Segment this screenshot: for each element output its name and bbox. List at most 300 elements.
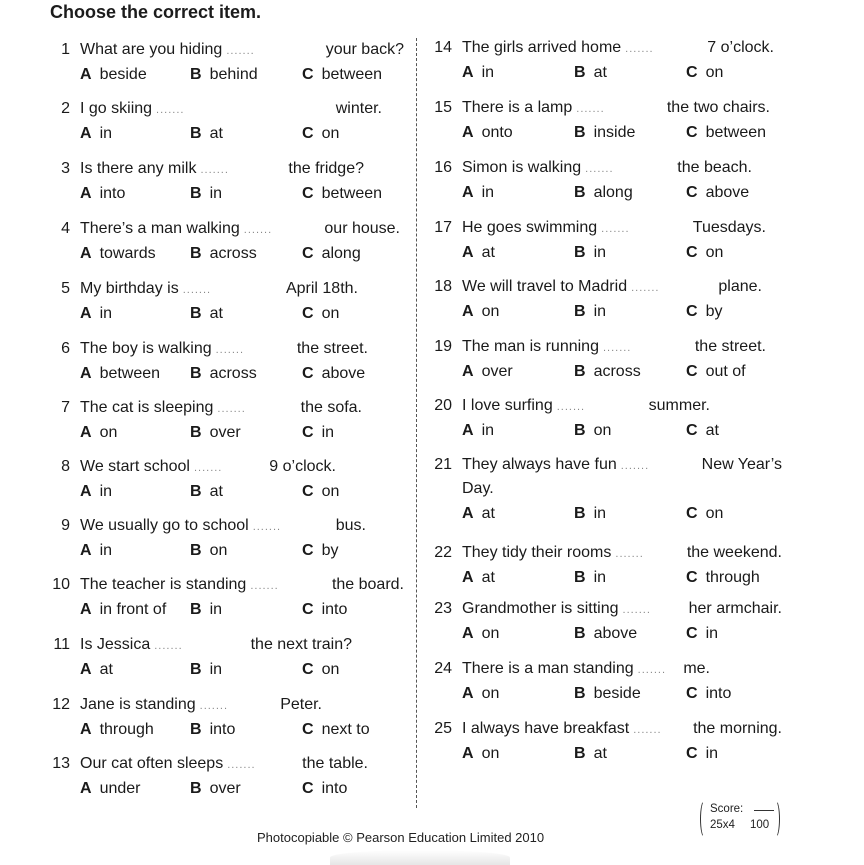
answer-option[interactable] bbox=[462, 60, 494, 86]
answer-blank[interactable]: ....... bbox=[585, 163, 614, 175]
answer-option[interactable] bbox=[302, 301, 339, 327]
answer-option[interactable] bbox=[686, 359, 746, 385]
answer-blank[interactable]: ....... bbox=[243, 224, 273, 236]
option-letter: B bbox=[190, 305, 202, 322]
question-line bbox=[48, 337, 408, 361]
answer-option[interactable] bbox=[462, 621, 499, 647]
option-text: along bbox=[321, 245, 361, 262]
option-text: at bbox=[593, 64, 607, 81]
answer-blank[interactable]: ....... bbox=[200, 164, 229, 176]
answer-option[interactable] bbox=[462, 741, 499, 767]
question-text-after: 7 o’clock. bbox=[707, 39, 774, 56]
question-line bbox=[430, 335, 790, 359]
question-item bbox=[48, 38, 408, 88]
question-stem bbox=[462, 657, 670, 682]
question-text-after: the street. bbox=[694, 338, 766, 355]
option-letter: A bbox=[80, 365, 92, 382]
option-row bbox=[430, 180, 790, 206]
question-number: 6 bbox=[61, 340, 70, 357]
option-text: next to bbox=[321, 721, 370, 738]
question-text: I go skiing bbox=[80, 100, 153, 117]
answer-option[interactable] bbox=[190, 62, 258, 88]
option-text: in bbox=[99, 483, 113, 500]
answer-blank[interactable]: ....... bbox=[633, 724, 662, 736]
answer-option[interactable] bbox=[462, 681, 499, 707]
option-text: in bbox=[209, 601, 223, 618]
question-item bbox=[430, 335, 790, 385]
answer-blank[interactable]: ....... bbox=[227, 759, 256, 771]
option-text: by bbox=[321, 542, 339, 559]
answer-blank[interactable]: ....... bbox=[226, 45, 255, 57]
answer-option[interactable] bbox=[574, 741, 607, 767]
option-letter: C bbox=[686, 505, 698, 522]
option-letter: C bbox=[686, 363, 698, 380]
question-item bbox=[430, 597, 790, 647]
answer-option[interactable] bbox=[80, 241, 156, 267]
option-letter: C bbox=[686, 184, 698, 201]
answer-option[interactable] bbox=[190, 241, 257, 267]
option-text: at bbox=[209, 305, 223, 322]
question-text: What are you hiding bbox=[80, 41, 223, 58]
option-letter: B bbox=[574, 363, 586, 380]
question-text-after: our house. bbox=[324, 220, 400, 237]
option-letter: A bbox=[462, 363, 474, 380]
answer-option[interactable] bbox=[574, 240, 606, 266]
question-stem bbox=[462, 453, 653, 478]
option-letter: C bbox=[302, 424, 314, 441]
question-text: Our cat often sleeps bbox=[80, 755, 224, 772]
answer-option[interactable] bbox=[574, 299, 606, 325]
question-stem bbox=[80, 157, 233, 182]
answer-option[interactable] bbox=[190, 301, 223, 327]
answer-option[interactable] bbox=[80, 420, 117, 446]
question-text-after: the fridge? bbox=[288, 160, 364, 177]
answer-option[interactable] bbox=[302, 62, 382, 88]
answer-option[interactable] bbox=[462, 180, 494, 206]
answer-option[interactable] bbox=[462, 501, 495, 527]
question-text-after: the street. bbox=[296, 340, 368, 357]
question-number: 18 bbox=[434, 278, 452, 295]
option-text: on bbox=[99, 424, 118, 441]
answer-blank[interactable]: ....... bbox=[250, 580, 279, 592]
question-line bbox=[430, 453, 790, 477]
answer-option[interactable] bbox=[80, 538, 112, 564]
question-item bbox=[430, 657, 790, 707]
page-title: Choose the correct item. bbox=[50, 2, 262, 22]
option-letter: C bbox=[302, 601, 314, 618]
option-text: inside bbox=[593, 124, 636, 141]
option-letter: A bbox=[80, 245, 92, 262]
question-number: 11 bbox=[53, 636, 70, 653]
answer-blank[interactable]: ....... bbox=[215, 344, 245, 356]
answer-option[interactable] bbox=[574, 621, 637, 647]
answer-blank[interactable]: ....... bbox=[156, 104, 185, 116]
question-text-after: Tuesdays. bbox=[692, 219, 766, 236]
answer-option[interactable] bbox=[190, 479, 223, 505]
option-text: into bbox=[99, 185, 126, 202]
option-letter: C bbox=[302, 661, 314, 678]
question-text-after: bus. bbox=[335, 517, 366, 534]
question-stem bbox=[462, 541, 648, 566]
answer-option[interactable] bbox=[462, 299, 499, 325]
question-line bbox=[430, 657, 790, 681]
option-text: on bbox=[593, 422, 612, 439]
copyright-footer: Photocopiable © Pearson Education Limited 2010 bbox=[257, 830, 545, 845]
question-number: 1 bbox=[61, 41, 70, 58]
question-line bbox=[48, 217, 408, 241]
answer-option[interactable] bbox=[574, 60, 607, 86]
answer-blank[interactable]: ....... bbox=[193, 462, 223, 474]
question-text-after: the morning. bbox=[693, 720, 782, 737]
option-row bbox=[430, 120, 790, 146]
answer-option[interactable] bbox=[302, 121, 339, 147]
answer-blank[interactable]: ....... bbox=[631, 282, 660, 294]
question-text-after: plane. bbox=[718, 278, 762, 295]
question-text-after: the table. bbox=[302, 755, 368, 772]
answer-blank[interactable]: ....... bbox=[217, 403, 246, 415]
answer-option[interactable] bbox=[574, 180, 633, 206]
answer-option[interactable] bbox=[462, 418, 494, 444]
question-stem bbox=[462, 216, 634, 241]
question-text-after: April 18th. bbox=[285, 280, 358, 297]
question-line bbox=[48, 396, 408, 420]
answer-option[interactable] bbox=[80, 301, 112, 327]
answer-option[interactable] bbox=[574, 565, 606, 591]
option-text: above bbox=[593, 625, 638, 642]
option-text: on bbox=[209, 542, 228, 559]
question-stem bbox=[80, 752, 260, 777]
question-line bbox=[48, 38, 408, 62]
answer-option[interactable] bbox=[302, 717, 370, 743]
answer-option[interactable] bbox=[302, 241, 361, 267]
option-letter: B bbox=[574, 303, 586, 320]
option-row bbox=[430, 359, 790, 385]
option-text: on bbox=[481, 625, 500, 642]
option-letter: B bbox=[190, 125, 202, 142]
question-item bbox=[430, 275, 790, 325]
option-letter: A bbox=[462, 244, 474, 261]
answer-option[interactable] bbox=[80, 121, 112, 147]
answer-option[interactable] bbox=[686, 621, 718, 647]
question-text: I always have breakfast bbox=[462, 720, 630, 737]
answer-option[interactable] bbox=[574, 120, 635, 146]
answer-option[interactable] bbox=[686, 120, 766, 146]
question-number: 23 bbox=[434, 600, 452, 617]
question-stem bbox=[80, 514, 285, 539]
answer-option[interactable] bbox=[686, 299, 722, 325]
question-line bbox=[48, 157, 408, 181]
question-item bbox=[430, 717, 790, 767]
question-item bbox=[48, 396, 408, 446]
option-row bbox=[48, 301, 408, 327]
answer-blank[interactable]: ....... bbox=[620, 460, 650, 472]
option-row bbox=[430, 621, 790, 647]
answer-option[interactable] bbox=[80, 181, 125, 207]
question-number: 7 bbox=[61, 399, 70, 416]
question-line bbox=[430, 597, 790, 621]
answer-blank[interactable]: ....... bbox=[615, 548, 644, 560]
question-line bbox=[430, 156, 790, 180]
answer-blank[interactable]: ....... bbox=[576, 103, 605, 115]
answer-option[interactable] bbox=[80, 361, 160, 387]
option-letter: A bbox=[80, 66, 92, 83]
option-letter: A bbox=[80, 780, 92, 797]
answer-option[interactable] bbox=[462, 120, 513, 146]
answer-blank[interactable]: ....... bbox=[601, 223, 630, 235]
question-stem bbox=[462, 36, 658, 61]
option-letter: A bbox=[462, 64, 474, 81]
question-text-after: the board. bbox=[331, 576, 404, 593]
answer-blank[interactable]: ....... bbox=[556, 401, 586, 413]
question-text: He goes swimming bbox=[462, 219, 598, 236]
answer-option[interactable] bbox=[686, 418, 719, 444]
answer-option[interactable] bbox=[302, 361, 365, 387]
option-text: beside bbox=[593, 685, 641, 702]
question-stem bbox=[80, 277, 215, 302]
option-text: on bbox=[705, 505, 724, 522]
answer-option[interactable] bbox=[462, 359, 513, 385]
left-bracket bbox=[700, 800, 709, 838]
option-letter: B bbox=[190, 601, 202, 618]
option-text: beside bbox=[99, 66, 147, 83]
option-text: at bbox=[209, 483, 223, 500]
option-row bbox=[48, 241, 408, 267]
question-number: 3 bbox=[61, 160, 70, 177]
question-text: Simon is walking bbox=[462, 159, 582, 176]
question-number: 20 bbox=[434, 397, 452, 414]
option-letter: B bbox=[574, 124, 586, 141]
answer-option[interactable] bbox=[574, 681, 641, 707]
question-text-after: her armchair. bbox=[688, 600, 782, 617]
option-row bbox=[48, 62, 408, 88]
option-letter: A bbox=[462, 625, 474, 642]
option-text: under bbox=[99, 780, 141, 797]
answer-option[interactable] bbox=[80, 717, 154, 743]
score-denominator-formula: 25x4 bbox=[710, 819, 735, 831]
option-letter: B bbox=[190, 185, 202, 202]
question-stem bbox=[462, 394, 589, 419]
column-divider bbox=[416, 38, 417, 808]
option-letter: B bbox=[574, 422, 586, 439]
option-text: on bbox=[321, 125, 340, 142]
question-line bbox=[430, 36, 790, 60]
option-text: at bbox=[705, 422, 719, 439]
question-line bbox=[430, 541, 790, 565]
question-text-after: summer. bbox=[648, 397, 710, 414]
option-text: into bbox=[321, 780, 348, 797]
answer-option[interactable] bbox=[190, 717, 235, 743]
option-text: towards bbox=[99, 245, 156, 262]
option-letter: C bbox=[302, 542, 314, 559]
option-text: through bbox=[705, 569, 760, 586]
answer-option[interactable] bbox=[686, 180, 749, 206]
option-text: in bbox=[99, 125, 113, 142]
answer-blank[interactable]: ....... bbox=[154, 640, 183, 652]
option-letter: B bbox=[190, 365, 202, 382]
question-text: We usually go to school bbox=[80, 517, 249, 534]
answer-option[interactable] bbox=[302, 479, 339, 505]
option-text: by bbox=[705, 303, 723, 320]
option-text: in bbox=[481, 422, 495, 439]
question-text: There is a man standing bbox=[462, 660, 634, 677]
answer-option[interactable] bbox=[686, 565, 760, 591]
answer-option[interactable] bbox=[686, 60, 723, 86]
option-text: in bbox=[321, 424, 335, 441]
answer-option[interactable] bbox=[462, 240, 495, 266]
option-row bbox=[430, 681, 790, 707]
option-letter: B bbox=[574, 569, 586, 586]
question-line bbox=[430, 394, 790, 418]
question-text: Jane is standing bbox=[80, 696, 196, 713]
answer-option[interactable] bbox=[190, 181, 222, 207]
option-letter: B bbox=[190, 66, 202, 83]
answer-option[interactable] bbox=[80, 776, 140, 802]
option-text: along bbox=[593, 184, 633, 201]
answer-blank[interactable]: ....... bbox=[252, 521, 282, 533]
question-line bbox=[48, 573, 408, 597]
question-text-after: the weekend. bbox=[686, 544, 782, 561]
answer-blank[interactable]: ....... bbox=[182, 284, 212, 296]
option-row bbox=[430, 501, 790, 527]
question-text-after: 9 o’clock. bbox=[269, 458, 336, 475]
answer-blank[interactable]: ....... bbox=[637, 664, 667, 676]
answer-option[interactable] bbox=[302, 181, 382, 207]
option-text: in bbox=[593, 505, 607, 522]
question-line bbox=[430, 216, 790, 240]
question-line bbox=[430, 96, 790, 120]
option-row bbox=[430, 418, 790, 444]
option-text: above bbox=[321, 365, 366, 382]
option-row bbox=[48, 776, 408, 802]
answer-option[interactable] bbox=[574, 418, 611, 444]
option-letter: C bbox=[302, 305, 314, 322]
option-text: on bbox=[321, 305, 340, 322]
answer-option[interactable] bbox=[190, 597, 222, 623]
option-letter: A bbox=[462, 303, 474, 320]
answer-option[interactable] bbox=[190, 538, 227, 564]
answer-option[interactable] bbox=[302, 776, 347, 802]
question-number: 10 bbox=[52, 576, 70, 593]
question-number: 21 bbox=[434, 456, 452, 473]
answer-option[interactable] bbox=[462, 565, 495, 591]
option-letter: A bbox=[80, 185, 92, 202]
option-text: into bbox=[705, 685, 732, 702]
question-text-after: the sofa. bbox=[300, 399, 362, 416]
answer-blank[interactable]: ....... bbox=[622, 604, 651, 616]
option-text: across bbox=[209, 245, 257, 262]
answer-option[interactable] bbox=[302, 538, 338, 564]
answer-option[interactable] bbox=[302, 420, 334, 446]
answer-option[interactable] bbox=[80, 479, 112, 505]
answer-option[interactable] bbox=[190, 121, 223, 147]
option-row bbox=[48, 657, 408, 683]
option-letter: A bbox=[462, 569, 474, 586]
answer-option[interactable] bbox=[80, 657, 113, 683]
option-letter: B bbox=[574, 505, 586, 522]
option-letter: A bbox=[462, 124, 474, 141]
answer-option[interactable] bbox=[686, 741, 718, 767]
option-letter: B bbox=[574, 685, 586, 702]
question-item bbox=[48, 514, 408, 564]
question-number: 5 bbox=[61, 280, 70, 297]
option-text: at bbox=[593, 745, 607, 762]
option-letter: A bbox=[462, 685, 474, 702]
question-text: Grandmother is sitting bbox=[462, 600, 619, 617]
option-row bbox=[48, 538, 408, 564]
option-letter: B bbox=[574, 184, 586, 201]
answer-blank[interactable]: ....... bbox=[602, 342, 632, 354]
page-shadow bbox=[330, 850, 510, 865]
question-stem bbox=[462, 597, 655, 622]
question-stem bbox=[462, 717, 666, 742]
answer-option[interactable] bbox=[80, 597, 166, 623]
option-letter: A bbox=[462, 745, 474, 762]
question-stem bbox=[80, 217, 276, 242]
option-letter: B bbox=[574, 244, 586, 261]
question-item bbox=[48, 337, 408, 387]
answer-option[interactable] bbox=[190, 361, 257, 387]
question-item bbox=[430, 36, 790, 86]
question-item bbox=[430, 394, 790, 444]
option-letter: A bbox=[462, 422, 474, 439]
option-letter: C bbox=[686, 569, 698, 586]
option-text: between bbox=[705, 124, 767, 141]
score-total: 100 bbox=[750, 819, 770, 831]
option-text: at bbox=[481, 569, 495, 586]
option-letter: A bbox=[80, 661, 92, 678]
answer-blank[interactable]: ....... bbox=[625, 43, 654, 55]
question-line bbox=[48, 752, 408, 776]
question-text: The man is running bbox=[462, 338, 599, 355]
question-stem bbox=[462, 275, 664, 300]
answer-option[interactable] bbox=[686, 240, 723, 266]
option-text: on bbox=[705, 64, 724, 81]
answer-option[interactable] bbox=[190, 657, 222, 683]
option-letter: A bbox=[80, 125, 92, 142]
question-item bbox=[48, 455, 408, 505]
question-item bbox=[48, 633, 408, 683]
option-row bbox=[48, 597, 408, 623]
answer-option[interactable] bbox=[686, 501, 723, 527]
option-letter: C bbox=[686, 303, 698, 320]
question-text: They always have fun bbox=[462, 456, 617, 473]
option-text: between bbox=[321, 185, 383, 202]
option-text: in bbox=[209, 661, 223, 678]
answer-option[interactable] bbox=[574, 501, 606, 527]
option-text: on bbox=[481, 685, 500, 702]
answer-option[interactable] bbox=[302, 657, 339, 683]
answer-option[interactable] bbox=[190, 776, 241, 802]
question-text: They tidy their rooms bbox=[462, 544, 612, 561]
option-text: in bbox=[705, 745, 719, 762]
question-line bbox=[48, 514, 408, 538]
question-stem bbox=[80, 455, 226, 480]
option-text: at bbox=[99, 661, 113, 678]
answer-option[interactable] bbox=[686, 681, 731, 707]
answer-blank[interactable]: ....... bbox=[199, 700, 229, 712]
option-letter: C bbox=[302, 245, 314, 262]
answer-option[interactable] bbox=[80, 62, 147, 88]
question-item bbox=[430, 216, 790, 266]
question-stem bbox=[80, 38, 259, 63]
answer-option[interactable] bbox=[190, 420, 241, 446]
option-text: across bbox=[593, 363, 641, 380]
option-letter: C bbox=[686, 625, 698, 642]
option-letter: B bbox=[190, 542, 202, 559]
answer-option[interactable] bbox=[574, 359, 641, 385]
answer-option[interactable] bbox=[302, 597, 347, 623]
option-letter: C bbox=[686, 422, 698, 439]
